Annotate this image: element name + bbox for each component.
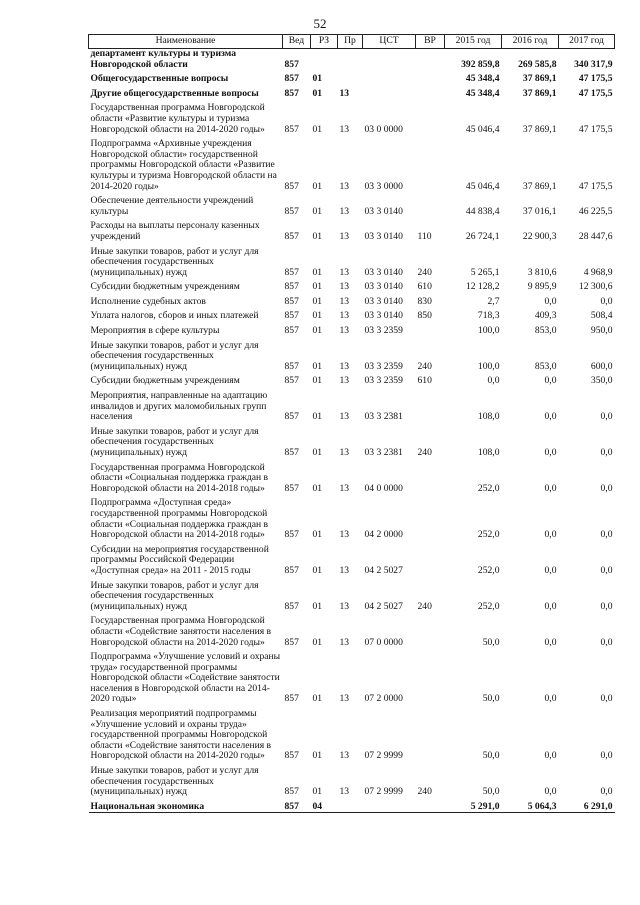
table-row: [89, 705, 615, 762]
table-header-row: [89, 35, 615, 49]
cell-cst: 03 0 0000: [364, 123, 403, 135]
cell-2017: 47 175,5: [578, 123, 613, 135]
cell-cst: 03 3 0140: [364, 205, 403, 217]
cell-pr: 13: [339, 180, 350, 192]
cell-pr: 13: [339, 310, 350, 322]
cell-pr: 13: [339, 411, 350, 423]
cell-pr: [338, 798, 363, 813]
cell-vr: 240: [417, 447, 432, 458]
table-row: [89, 278, 615, 293]
cell-pr: 13: [339, 360, 350, 372]
cell-2017: 600,0: [590, 360, 613, 372]
cell-ved: 857: [284, 360, 299, 372]
cell-cst: 03 3 2359: [364, 360, 403, 372]
cell-rz: 01: [312, 636, 323, 648]
cell-rz: 01: [312, 447, 323, 458]
table-row: [89, 135, 615, 192]
cell-vr: [416, 648, 445, 705]
cell-cst: 04 0 0000: [364, 482, 403, 494]
table-row: [89, 337, 615, 373]
cell-pr: 13: [339, 482, 350, 494]
cell-rz: 01: [312, 482, 323, 494]
cell-2016: 0,0: [544, 295, 557, 307]
cell-cst: 03 3 0140: [364, 281, 403, 293]
cell-rz: [311, 49, 338, 71]
cell-2017: 46 225,5: [578, 205, 613, 217]
cell-rz: 01: [312, 360, 323, 372]
cell-rz: 01: [312, 230, 323, 242]
cell-2017: 4 968,9: [583, 266, 613, 278]
cell-2015: 100,0: [477, 360, 500, 372]
cell-2016: 0,0: [544, 750, 557, 762]
table-row: [89, 762, 615, 798]
cell-rz: 01: [312, 411, 323, 423]
cell-cst: 07 2 9999: [364, 786, 403, 798]
cell-ved: 857: [284, 205, 299, 217]
cell-rz: 01: [312, 325, 323, 337]
header-cst: ЦСТ: [363, 35, 416, 49]
cell-2017: 47 175,5: [578, 73, 613, 85]
cell-vr: [416, 459, 445, 495]
header-2015: 2015 год: [445, 35, 502, 49]
cell-vr: [416, 387, 445, 423]
cell-name: Подпрограмма «Доступная среда» государственной программы Новгородской области «Социальная поддержка граждан в Новгородской области на 2014-2018 годы»: [90, 497, 269, 541]
cell-vr: 240: [417, 360, 432, 372]
cell-2015: 50,0: [482, 786, 500, 798]
cell-name: Обеспечение деятельности учреждений культуры: [90, 195, 254, 217]
cell-vr: [416, 494, 445, 540]
cell-ved: 857: [284, 295, 299, 307]
cell-cst: 04 2 0000: [364, 529, 403, 541]
header-vr: ВР: [416, 35, 445, 49]
table-row: [89, 387, 615, 423]
cell-2015: 5 291,0: [445, 798, 502, 813]
cell-2015: 45 046,4: [465, 180, 500, 192]
cell-rz: 01: [312, 266, 323, 278]
cell-pr: 13: [339, 529, 350, 541]
cell-2017: 47 175,5: [578, 87, 613, 99]
cell-rz: 01: [312, 693, 323, 705]
cell-2016: 37 869,1: [522, 180, 557, 192]
cell-2015: 100,0: [477, 325, 500, 337]
cell-cst: 03 3 2359: [364, 375, 403, 387]
cell-name: Реализация мероприятий подпрограммы «Улучшение условий и охраны труда» государственной программы Новгородской области «Содействие занятости населения в Новгородской области на 2014-2020 годы»: [90, 708, 272, 762]
cell-ved: 857: [284, 529, 299, 541]
cell-ved: 857: [284, 325, 299, 337]
cell-cst: 03 3 0140: [364, 266, 403, 278]
cell-2017: 0,0: [600, 600, 613, 612]
cell-cst: [363, 49, 416, 71]
table-row: [89, 217, 615, 242]
header-pr: Пр: [338, 35, 363, 49]
cell-2017: 47 175,5: [578, 180, 613, 192]
cell-name: Государственная программа Новгородской области «Развитие культуры и туризма Новгородской области на 2014-2020 годы»: [90, 102, 265, 135]
cell-ved: 857: [284, 693, 299, 705]
cell-2017: 950,0: [590, 325, 613, 337]
cell-rz: 01: [312, 600, 323, 612]
cell-2017: 0,0: [600, 750, 613, 762]
cell-2015: 392 859,8: [461, 58, 500, 70]
cell-2016: 853,0: [534, 325, 557, 337]
cell-2016: 22 900,3: [522, 230, 557, 242]
cell-name: Иные закупки товаров, работ и услуг для обеспечения государственных (муниципальных) нужд: [90, 339, 259, 372]
cell-name: Субсидии бюджетным учреждениям: [90, 281, 240, 293]
cell-2016: 0,0: [544, 693, 557, 705]
cell-vr: 240: [417, 786, 432, 798]
table-row: [89, 577, 615, 613]
cell-vr: 240: [417, 266, 432, 278]
table-row: [89, 372, 615, 387]
cell-pr: 13: [339, 447, 350, 458]
cell-ved: 857: [284, 180, 299, 192]
table-row: [89, 49, 615, 71]
cell-name: Государственная программа Новгородской области «Социальная поддержка граждан в Новгородской области на 2014-2018 годы»: [90, 461, 269, 494]
table-row: [89, 612, 615, 648]
cell-cst: 04 2 5027: [364, 600, 403, 612]
cell-vr: 110: [417, 230, 432, 242]
cell-2017: 0,0: [600, 411, 613, 423]
cell-pr: 13: [339, 600, 350, 612]
cell-name: Государственная программа Новгородской области «Содействие занятости населения в Новгородской области на 2014-2020 годы»: [90, 615, 272, 648]
cell-2015: 44 838,4: [465, 205, 500, 217]
cell-rz: 01: [312, 375, 323, 387]
cell-cst: [363, 85, 416, 100]
cell-cst: 03 3 0140: [364, 230, 403, 242]
cell-ved: 857: [284, 411, 299, 423]
cell-2016: 3 810,6: [527, 266, 557, 278]
table-row: [89, 541, 615, 577]
cell-name: Подпрограмма «Улучшение условий и охраны труда» государственной программы Новгородской области «Содействие занятости населения в Новгородской области на 2014-2020 годы»: [90, 651, 281, 705]
cell-2017: 12 300,6: [578, 281, 613, 293]
cell-ved: 857: [283, 798, 311, 813]
cell-2015: 252,0: [477, 529, 500, 541]
cell-name: Субсидии на мероприятия государственной программы Российской Федерации «Доступная среда» на 2011 - 2015 годы: [90, 543, 269, 576]
cell-cst: 03 3 2381: [364, 411, 403, 423]
cell-cst: 03 3 0000: [364, 180, 403, 192]
cell-cst: 03 3 0140: [364, 295, 403, 307]
cell-2016: 0,0: [544, 482, 557, 494]
cell-vr: 610: [417, 375, 432, 387]
cell-name: Исполнение судебных актов: [90, 295, 206, 307]
cell-2016: 0,0: [544, 529, 557, 541]
cell-pr: 13: [339, 564, 350, 576]
cell-2016: 0,0: [544, 447, 557, 458]
cell-2016: 0,0: [544, 564, 557, 576]
cell-2015: 50,0: [482, 693, 500, 705]
cell-2017: 0,0: [600, 295, 613, 307]
cell-2016: 0,0: [544, 375, 557, 387]
cell-cst: 04 2 5027: [364, 564, 403, 576]
cell-vr: 240: [417, 600, 432, 612]
cell-pr: 13: [339, 375, 350, 387]
cell-ved: 857: [284, 786, 299, 798]
cell-name: Субсидии бюджетным учреждениям: [90, 375, 240, 387]
cell-2017: 0,0: [600, 529, 613, 541]
cell-2015: 0,0: [487, 375, 500, 387]
table-row: [89, 307, 615, 322]
cell-name: департамент культуры и туризма Новгородской области: [90, 48, 237, 70]
cell-vr: [416, 798, 445, 813]
cell-rz: 04: [311, 798, 338, 813]
cell-cst: [363, 70, 416, 85]
cell-rz: 01: [312, 786, 323, 798]
cell-rz: 01: [312, 310, 323, 322]
cell-vr: [416, 99, 445, 135]
header-2016: 2016 год: [502, 35, 559, 49]
budget-table: [88, 34, 615, 813]
cell-2017: 28 447,6: [578, 230, 613, 242]
cell-2015: 50,0: [482, 750, 500, 762]
cell-vr: [416, 322, 445, 337]
cell-pr: 13: [339, 281, 350, 293]
cell-vr: [416, 70, 445, 85]
cell-vr: [416, 612, 445, 648]
cell-cst: 07 2 9999: [364, 750, 403, 762]
cell-ved: 857: [284, 123, 299, 135]
cell-2016: 409,3: [534, 310, 557, 322]
cell-2016: 37 869,1: [522, 87, 557, 99]
cell-2016: 0,0: [544, 600, 557, 612]
cell-2016: 9 895,9: [527, 281, 557, 293]
cell-name: Общегосударственные вопросы: [90, 73, 229, 85]
table-row: [89, 459, 615, 495]
cell-ved: 857: [284, 600, 299, 612]
cell-2015: 26 724,1: [465, 230, 500, 242]
cell-name: Подпрограмма «Архивные учреждения Новгородской области» государственной программы Новгородской области «Развитие культуры и туризма Новгородской области на 2014-2020 годы»: [90, 138, 277, 192]
cell-ved: 857: [284, 266, 299, 278]
header-rz: РЗ: [311, 35, 338, 49]
cell-ved: 857: [284, 750, 299, 762]
cell-ved: 857: [284, 482, 299, 494]
table-row: [89, 798, 615, 813]
table-body: [89, 49, 615, 813]
cell-vr: 850: [417, 310, 432, 322]
cell-ved: 857: [284, 564, 299, 576]
cell-2016: 0,0: [544, 636, 557, 648]
table-row: [89, 192, 615, 217]
cell-vr: [416, 135, 445, 192]
cell-2015: 2,7: [487, 295, 500, 307]
cell-2015: 718,3: [477, 310, 500, 322]
cell-pr: 13: [339, 266, 350, 278]
cell-rz: 01: [312, 87, 323, 99]
cell-2015: 45 348,4: [465, 87, 500, 99]
cell-rz: 01: [312, 123, 323, 135]
cell-2015: 50,0: [482, 636, 500, 648]
cell-name: Иные закупки товаров, работ и услуг для обеспечения государственных (муниципальных) нужд: [90, 765, 259, 798]
cell-2017: 0,0: [600, 786, 613, 798]
cell-name: Национальная экономика: [89, 798, 283, 813]
cell-2016: 37 869,1: [522, 123, 557, 135]
cell-pr: [338, 70, 363, 85]
header-ved: Вед: [283, 35, 311, 49]
cell-2016: 37 869,1: [522, 73, 557, 85]
table-row: [89, 423, 615, 459]
table-row: [89, 70, 615, 85]
cell-vr: [416, 85, 445, 100]
cell-cst: 07 0 0000: [364, 636, 403, 648]
cell-2015: 45 046,4: [465, 123, 500, 135]
cell-vr: [416, 192, 445, 217]
cell-pr: [338, 49, 363, 71]
cell-name: Расходы на выплаты персоналу казенных учреждений: [90, 220, 260, 242]
cell-rz: 01: [312, 750, 323, 762]
cell-pr: 13: [339, 786, 350, 798]
header-name: Наименование: [89, 35, 283, 49]
cell-2016: 37 016,1: [522, 205, 557, 217]
cell-pr: 13: [339, 693, 350, 705]
cell-cst: [363, 798, 416, 813]
cell-rz: 01: [312, 205, 323, 217]
cell-ved: 857: [284, 230, 299, 242]
cell-vr: 610: [417, 281, 432, 293]
cell-cst: 07 2 0000: [364, 693, 403, 705]
cell-name: Иные закупки товаров, работ и услуг для обеспечения государственных (муниципальных) нужд: [90, 245, 259, 278]
cell-pr: 13: [339, 750, 350, 762]
cell-rz: 01: [312, 180, 323, 192]
table-row: [89, 494, 615, 540]
page-number: 52: [313, 16, 327, 31]
cell-pr: 13: [339, 123, 350, 135]
cell-ved: 857: [284, 375, 299, 387]
cell-2017: 0,0: [600, 564, 613, 576]
cell-pr: 13: [339, 295, 350, 307]
cell-2015: 252,0: [477, 600, 500, 612]
cell-pr: 13: [339, 87, 350, 99]
cell-name: Иные закупки товаров, работ и услуг для обеспечения государственных (муниципальных) нужд: [90, 425, 259, 458]
cell-2017: 0,0: [600, 482, 613, 494]
table-row: [89, 648, 615, 705]
cell-2015: 108,0: [477, 447, 500, 458]
cell-vr: [416, 705, 445, 762]
cell-name: Другие общегосударственные вопросы: [90, 87, 259, 99]
cell-rz: 01: [312, 564, 323, 576]
cell-pr: 13: [339, 230, 350, 242]
cell-pr: 13: [339, 636, 350, 648]
cell-name: Мероприятия, направленные на адаптацию инвалидов и других маломобильных групп населения: [90, 390, 268, 423]
cell-2016: 5 064,3: [502, 798, 559, 813]
cell-ved: 857: [284, 310, 299, 322]
cell-ved: 857: [284, 87, 299, 99]
cell-rz: 01: [312, 529, 323, 541]
cell-2016: 853,0: [534, 360, 557, 372]
cell-rz: 01: [312, 73, 323, 85]
cell-2015: 45 348,4: [465, 73, 500, 85]
table-row: [89, 99, 615, 135]
table-row: [89, 243, 615, 279]
cell-name: Уплата налогов, сборов и иных платежей: [90, 310, 259, 322]
cell-2017: 350,0: [590, 375, 613, 387]
cell-2017: 0,0: [600, 447, 613, 458]
cell-vr: [416, 49, 445, 71]
cell-vr: [416, 541, 445, 577]
cell-2017: 340 317,9: [574, 58, 613, 70]
cell-2016: 0,0: [544, 786, 557, 798]
cell-2015: 12 128,2: [465, 281, 500, 293]
cell-2017: 6 291,0: [559, 798, 615, 813]
cell-2015: 252,0: [477, 482, 500, 494]
cell-2015: 108,0: [477, 411, 500, 423]
cell-ved: 857: [284, 636, 299, 648]
table-row: [89, 293, 615, 308]
header-2017: 2017 год: [559, 35, 615, 49]
cell-name: Иные закупки товаров, работ и услуг для обеспечения государственных (муниципальных) нужд: [90, 579, 259, 612]
table-row: [89, 322, 615, 337]
cell-cst: 03 3 2381: [364, 447, 403, 458]
cell-2017: 0,0: [600, 693, 613, 705]
cell-ved: 857: [284, 281, 299, 293]
cell-2016: 0,0: [544, 411, 557, 423]
table-row: [89, 85, 615, 100]
cell-2017: 508,4: [590, 310, 613, 322]
cell-2015: 5 265,1: [470, 266, 500, 278]
cell-2017: 0,0: [600, 636, 613, 648]
cell-rz: 01: [312, 281, 323, 293]
cell-ved: 857: [284, 58, 299, 70]
cell-ved: 857: [284, 447, 299, 458]
cell-cst: 03 3 0140: [364, 310, 403, 322]
cell-2016: 269 585,8: [518, 58, 557, 70]
cell-pr: 13: [339, 325, 350, 337]
cell-2015: 252,0: [477, 564, 500, 576]
cell-name: Мероприятия в сфере культуры: [90, 325, 220, 337]
cell-pr: 13: [339, 205, 350, 217]
cell-cst: 03 3 2359: [364, 325, 403, 337]
cell-ved: 857: [284, 73, 299, 85]
cell-rz: 01: [312, 295, 323, 307]
cell-vr: 830: [417, 295, 432, 307]
